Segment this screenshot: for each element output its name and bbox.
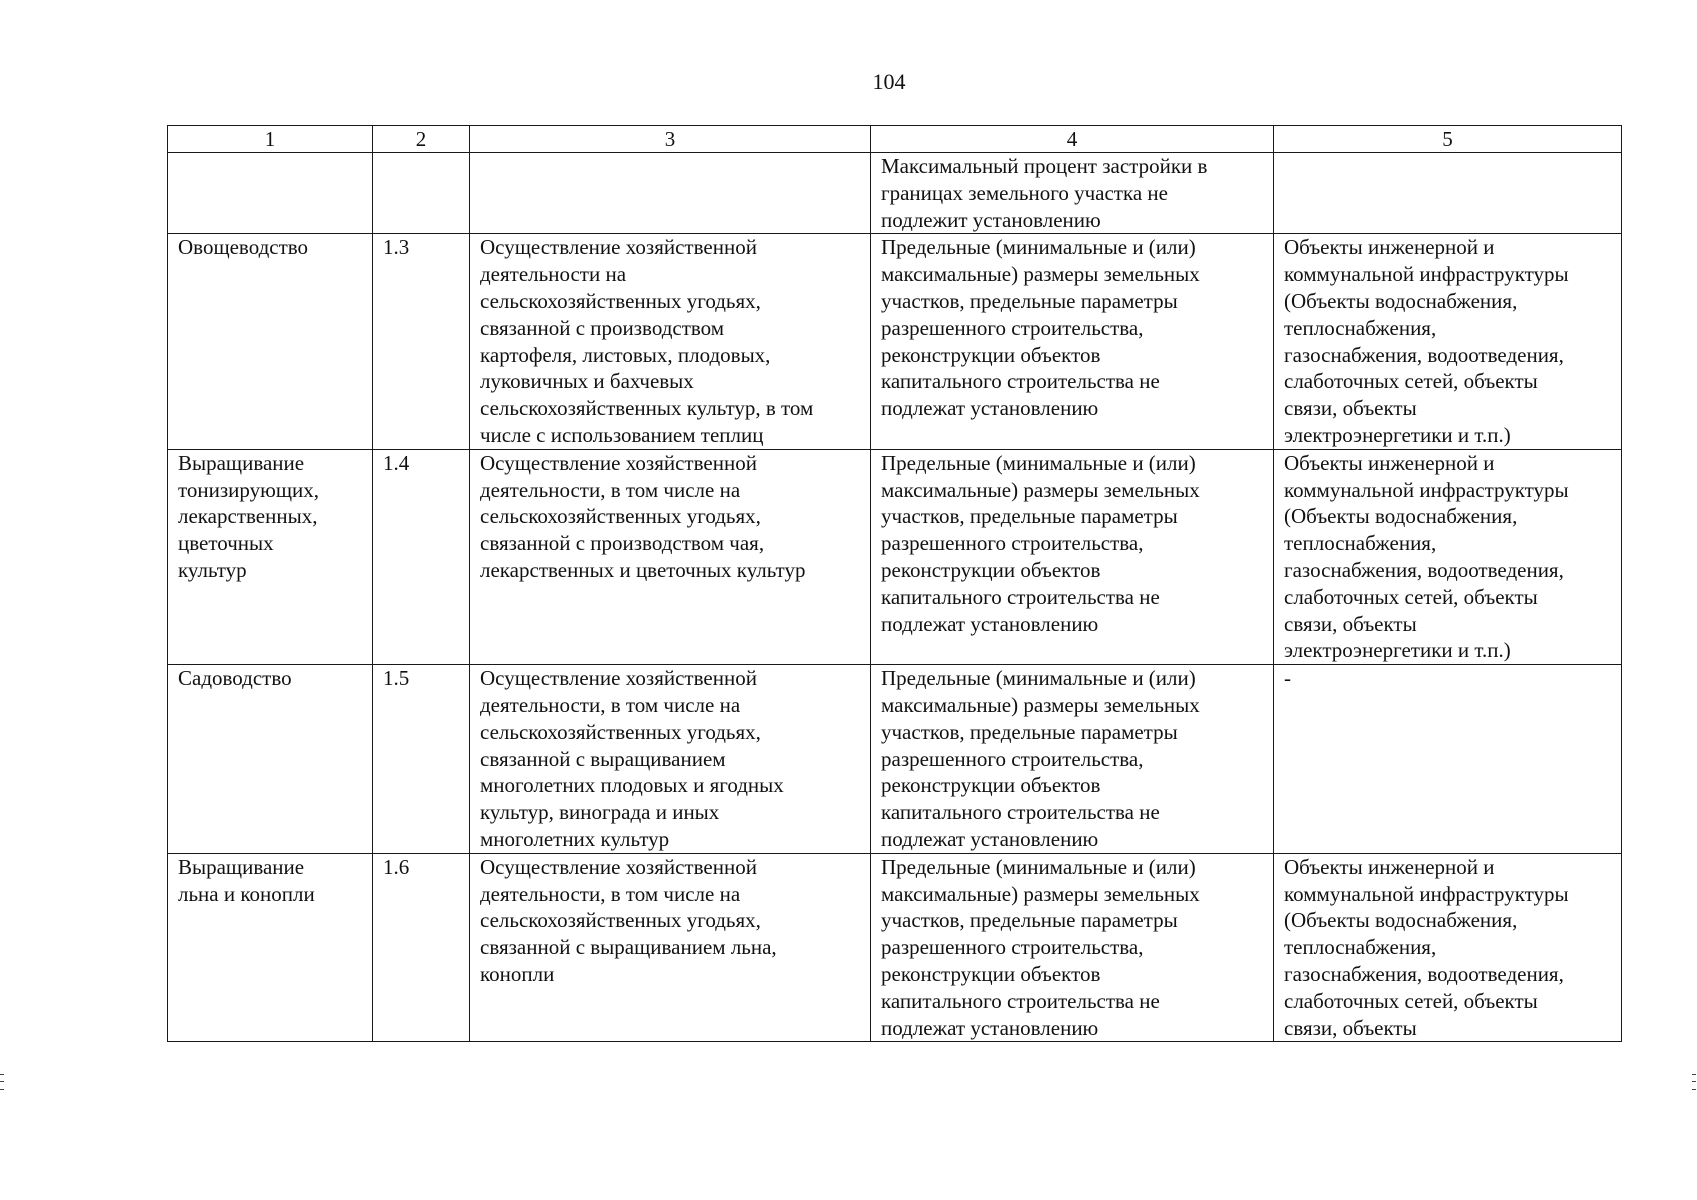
cell-name (168, 853, 373, 1042)
cell-parameters-text: Предельные (минимальные и (или) максимальные) размеры земельных участков, предельные параметры разрешенного строительства, реконструкции объектов капитального строительства не подлежат установлению (881, 854, 1200, 1040)
cell-name (168, 234, 373, 449)
cell-name-text: Овощеводство (178, 235, 309, 260)
cell-objects (1274, 853, 1622, 1042)
cell-description (470, 665, 871, 854)
cell-name (168, 153, 373, 234)
cell-objects-text: Объекты инженерной и коммунальной инфраструктуры (Объекты водоснабжения, теплоснабжения, газоснабжения, водоотведения, слаботочных сетей, объекты связи, объекты (1284, 854, 1569, 1040)
column-header: 1 (168, 126, 373, 153)
cell-parameters (871, 234, 1274, 449)
cell-description-text: Осуществление хозяйственной деятельности, в том числе на сельскохозяйственных угодьях, связанной с выращиванием льна, конопли (480, 854, 777, 986)
cell-parameters-text: Предельные (минимальные и (или) максимальные) размеры земельных участков, предельные параметры разрешенного строительства, реконструкции объектов капитального строительства не подлежат установлению (881, 235, 1200, 421)
table-row (168, 153, 1622, 234)
cell-parameters (871, 665, 1274, 854)
cell-description-text: Осуществление хозяйственной деятельности, в том числе на сельскохозяйственных угодьях, связанной с производством чая, лекарственных и цветочных культур (480, 450, 806, 582)
cell-objects (1274, 665, 1622, 854)
cell-description (470, 449, 871, 664)
cell-objects-text: Объекты инженерной и коммунальной инфраструктуры (Объекты водоснабжения, теплоснабжения, газоснабжения, водоотведения, слаботочных сетей, объекты связи, объекты электроэнергетики и т.п.) (1284, 235, 1569, 447)
table-row (168, 449, 1622, 664)
cell-code-text: 1.5 (383, 666, 410, 691)
column-header: 3 (470, 126, 871, 153)
cell-code-text: 1.3 (383, 235, 410, 260)
cell-name-text: Садоводство (178, 666, 292, 691)
cell-parameters-text: Предельные (минимальные и (или) максимальные) размеры земельных участков, предельные параметры разрешенного строительства, реконструкции объектов капитального строительства не подлежат установлению (881, 666, 1200, 851)
table-header-row (168, 126, 1622, 153)
cell-description (470, 153, 871, 234)
cell-objects-text: - (1284, 666, 1291, 691)
cell-parameters (871, 853, 1274, 1042)
cell-objects-text: Объекты инженерной и коммунальной инфраструктуры (Объекты водоснабжения, теплоснабжения, газоснабжения, водоотведения, слаботочных сетей, объекты связи, объекты электроэнергетики и т.п.) (1284, 450, 1569, 663)
cell-parameters-text: Максимальный процент застройки в границах земельного участка не подлежит установлению (881, 154, 1208, 232)
cell-description-text: Осуществление хозяйственной деятельности на сельскохозяйственных угодьях, связанной с производством картофеля, листовых, плодовых, луковичных и бахчевых сельскохозяйственных культур, в том числе с использованием теплиц (480, 235, 814, 447)
cell-code-text: 1.6 (383, 854, 410, 879)
cell-parameters (871, 449, 1274, 664)
cell-code (373, 234, 470, 449)
cell-description (470, 853, 871, 1042)
table-row (168, 853, 1622, 1042)
cell-objects (1274, 153, 1622, 234)
cell-name-text: Выращивание тонизирующих, лекарственных, цветочных культур (178, 450, 319, 582)
scan-edge-mark (1692, 1074, 1696, 1090)
cell-name (168, 665, 373, 854)
cell-code-text: 1.4 (383, 450, 410, 475)
cell-objects (1274, 449, 1622, 664)
scan-edge-mark (0, 1074, 4, 1090)
cell-code (373, 665, 470, 854)
cell-description-text: Осуществление хозяйственной деятельности, в том числе на сельскохозяйственных угодьях, связанной с выращиванием многолетних плодовых и ягодных культур, винограда и иных многолетних культур (480, 666, 784, 851)
cell-name (168, 449, 373, 664)
page-number: 104 (872, 69, 906, 94)
cell-parameters-text: Предельные (минимальные и (или) максимальные) размеры земельных участков, предельные параметры разрешенного строительства, реконструкции объектов капитального строительства не подлежат установлению (881, 450, 1200, 636)
cell-code (373, 449, 470, 664)
land-use-table (167, 125, 1622, 1042)
cell-parameters (871, 153, 1274, 234)
column-header: 5 (1274, 126, 1622, 153)
cell-name-text: Выращивание льна и конопли (178, 854, 315, 906)
cell-code (373, 853, 470, 1042)
cell-description (470, 234, 871, 449)
cell-code (373, 153, 470, 234)
column-header: 2 (373, 126, 470, 153)
table-row (168, 665, 1622, 854)
table-row (168, 234, 1622, 449)
column-header: 4 (871, 126, 1274, 153)
cell-objects (1274, 234, 1622, 449)
